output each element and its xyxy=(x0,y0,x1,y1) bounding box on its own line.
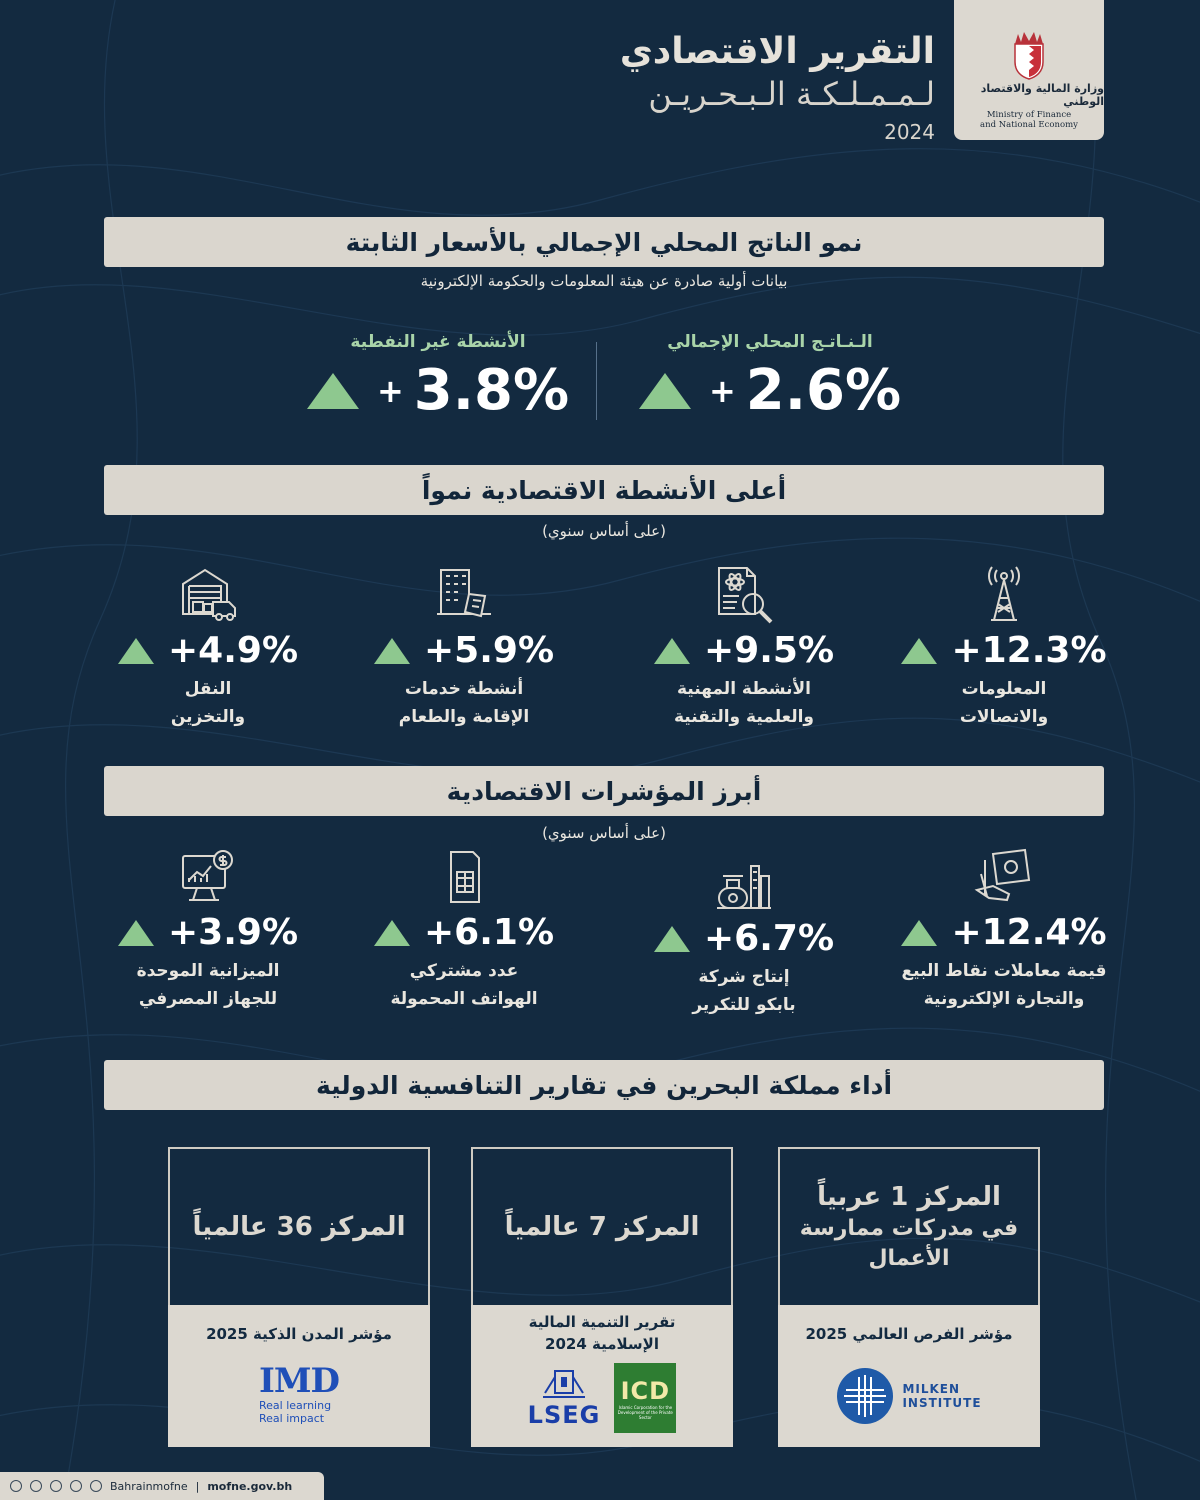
up-arrow-icon xyxy=(118,920,154,946)
activity-item-accommodation xyxy=(334,564,594,731)
indicator-label-line2: بابكو للتكرير xyxy=(692,995,796,1015)
competitiveness-card-icd xyxy=(471,1147,733,1447)
activity-item-transport xyxy=(78,564,338,731)
indicator-label-line1: قيمة معاملات نقاط البيع xyxy=(901,961,1107,981)
non-oil-label: الأنشطة غير النفطية xyxy=(350,332,526,352)
activity-label-line1: المعلومات xyxy=(961,679,1047,699)
activity-label-line2: الإقامة والطعام xyxy=(398,707,530,727)
indicators-section-heading: أبرز المؤشرات الاقتصادية xyxy=(104,766,1104,816)
instagram-icon[interactable] xyxy=(10,1480,22,1492)
activity-value-row xyxy=(118,630,298,671)
milken-emblem-icon xyxy=(836,1367,894,1425)
icd-subtitle: Islamic Corporation for the Development of the Private Sector xyxy=(617,1404,673,1420)
indicator-label xyxy=(78,957,338,1013)
research-icon xyxy=(713,564,775,626)
x-icon[interactable] xyxy=(30,1480,42,1492)
ministry-name-arabic: وزارة المالية والاقتصاد الوطني xyxy=(980,82,1104,108)
activity-label-line2: والعلمية والتقنية xyxy=(673,707,815,727)
indicator-label-line2: والتجارة الإلكترونية xyxy=(923,989,1085,1009)
partner-logos xyxy=(528,1363,677,1433)
indicator-value-row xyxy=(654,918,834,959)
payment-icon xyxy=(973,846,1035,908)
activities-note: (على أساس سنوي) xyxy=(542,522,666,540)
non-oil-value-row xyxy=(278,358,598,423)
report-year: 2024 xyxy=(884,120,935,144)
icd-text: ICD xyxy=(620,1376,671,1405)
gdp-value: 2.6% xyxy=(745,358,902,423)
activity-label-line1: النقل xyxy=(184,679,232,699)
activity-value-row xyxy=(374,630,554,671)
activity-value-row xyxy=(654,630,834,671)
report-subtitle: لـمـمـلـكـة الـبـحـريـن xyxy=(648,75,935,113)
gdp-label: الـنـاتـج المحلي الإجمالي xyxy=(667,332,873,352)
footer-separator: | xyxy=(195,1479,200,1493)
lseg-logo xyxy=(528,1367,601,1429)
indicator-item-mobile xyxy=(334,846,594,1013)
indicator-label xyxy=(874,957,1134,1013)
milken-name-line1: MILKEN xyxy=(902,1382,961,1396)
sim-card-icon xyxy=(433,846,495,908)
up-arrow-icon xyxy=(118,638,154,664)
non-oil-value: 3.8% xyxy=(413,358,570,423)
banking-chart-icon xyxy=(177,846,239,908)
activity-value-row xyxy=(901,630,1106,671)
activity-label-line2: والاتصالات xyxy=(959,707,1049,727)
activity-label xyxy=(334,675,594,731)
activity-value: +9.5% xyxy=(704,630,835,671)
plus-sign: + xyxy=(708,371,736,410)
gdp-section-heading: نمو الناتج المحلي الإجمالي بالأسعار الثابتة xyxy=(104,217,1104,267)
competitiveness-card-imd xyxy=(168,1147,430,1447)
indicator-value: +6.1% xyxy=(424,912,555,953)
youtube-icon[interactable] xyxy=(50,1480,62,1492)
activities-section-heading: أعلى الأنشطة الاقتصادية نمواً xyxy=(104,465,1104,515)
bahrain-emblem-icon xyxy=(1012,30,1046,80)
activity-label-line1: أنشطة خدمات xyxy=(404,679,524,699)
hotel-icon xyxy=(433,564,495,626)
imd-tagline-1: Real learning xyxy=(258,1399,332,1412)
gdp-value-row xyxy=(610,358,930,423)
activity-label xyxy=(614,675,874,731)
report-title-block xyxy=(575,30,935,144)
card-rank: المركز 1 عربياً xyxy=(817,1182,1001,1212)
website-link[interactable]: mofne.gov.bh xyxy=(207,1479,293,1493)
activity-label xyxy=(78,675,338,731)
activity-value: +12.3% xyxy=(951,630,1107,671)
gdp-stat xyxy=(610,332,930,423)
activity-value: +5.9% xyxy=(424,630,555,671)
social-handle[interactable]: Bahrainmofne xyxy=(110,1479,188,1493)
up-arrow-icon xyxy=(654,926,690,952)
up-arrow-icon xyxy=(374,920,410,946)
indicator-value: +6.7% xyxy=(704,918,835,959)
card-source-area xyxy=(471,1305,733,1447)
indicator-item-banking xyxy=(78,846,338,1013)
indicator-value-row xyxy=(118,912,298,953)
icd-logo xyxy=(614,1363,676,1433)
up-arrow-icon xyxy=(901,638,937,664)
ministry-name-english xyxy=(980,110,1078,130)
competitiveness-section-heading: أداء مملكة البحرين في تقارير التنافسية الدولية xyxy=(104,1060,1104,1110)
up-arrow-icon xyxy=(654,638,690,664)
indicator-label xyxy=(614,963,874,1019)
indicators-note: (على أساس سنوي) xyxy=(542,824,666,842)
indicator-value-row xyxy=(374,912,554,953)
card-rank: المركز 7 عالمياً xyxy=(504,1212,700,1242)
card-rank-area xyxy=(473,1149,731,1305)
linkedin-icon[interactable] xyxy=(90,1480,102,1492)
ministry-name-english-line2: and National Economy xyxy=(980,120,1078,130)
card-rank-detail: في مدركات ممارسة الأعمال xyxy=(799,1216,1019,1271)
card-source-line1: تقرير التنمية المالية xyxy=(528,1313,676,1331)
non-oil-stat xyxy=(278,332,598,423)
lseg-text: LSEG xyxy=(527,1401,601,1429)
milken-name xyxy=(902,1382,981,1410)
card-source xyxy=(529,1311,676,1355)
competitiveness-card-milken xyxy=(778,1147,1040,1447)
plus-sign: + xyxy=(376,371,404,410)
refinery-icon xyxy=(713,852,775,914)
up-arrow-icon xyxy=(639,373,691,409)
milken-name-line2: INSTITUTE xyxy=(902,1396,982,1410)
up-arrow-icon xyxy=(374,638,410,664)
indicator-item-bapco xyxy=(614,852,874,1019)
card-rank-area xyxy=(780,1149,1038,1305)
activity-value: +4.9% xyxy=(168,630,299,671)
indicator-value: +3.9% xyxy=(168,912,299,953)
indicator-value-row xyxy=(901,912,1106,953)
indicator-item-pos xyxy=(874,846,1134,1013)
card-source: مؤشر المدن الذكية 2025 xyxy=(206,1325,392,1343)
card-source-line2: الإسلامية 2024 xyxy=(545,1335,659,1353)
activity-label-line1: الأنشطة المهنية xyxy=(677,679,811,699)
activity-item-ict xyxy=(874,564,1134,731)
report-title: التقرير الاقتصادي xyxy=(619,31,935,72)
ministry-name-english-line1: Ministry of Finance xyxy=(986,110,1072,120)
milken-logo xyxy=(836,1367,981,1425)
warehouse-truck-icon xyxy=(177,564,239,626)
indicator-value: +12.4% xyxy=(951,912,1107,953)
up-arrow-icon xyxy=(307,373,359,409)
indicator-label-line1: الميزانية الموحدة xyxy=(136,961,280,981)
lseg-crest-icon xyxy=(537,1367,591,1401)
gdp-data-note: بيانات أولية صادرة عن هيئة المعلومات والحكومة الإلكترونية xyxy=(420,272,788,290)
card-rank: المركز 36 عالمياً xyxy=(192,1212,406,1242)
imd-tagline-2: Real impact xyxy=(258,1412,325,1425)
indicator-label-line2: للجهاز المصرفي xyxy=(138,989,278,1009)
indicator-label-line1: إنتاج شركة xyxy=(698,967,790,987)
footer-bar xyxy=(0,1472,324,1500)
imd-wordmark: IMD xyxy=(258,1361,340,1401)
card-source-area xyxy=(168,1305,430,1447)
up-arrow-icon xyxy=(901,920,937,946)
facebook-icon[interactable] xyxy=(70,1480,82,1492)
indicator-label xyxy=(334,957,594,1013)
activity-item-professional xyxy=(614,564,874,731)
activity-label-line2: والتخزين xyxy=(170,707,246,727)
imd-logo xyxy=(259,1363,339,1425)
ministry-logo-card xyxy=(954,0,1104,140)
indicator-label-line1: عدد مشتركي xyxy=(409,961,519,981)
activity-label xyxy=(874,675,1134,731)
card-source-area xyxy=(778,1305,1040,1447)
card-source: مؤشر الفرص العالمي 2025 xyxy=(805,1325,1013,1343)
card-rank-area xyxy=(170,1149,428,1305)
tower-icon xyxy=(973,564,1035,626)
indicator-label-line2: الهواتف المحمولة xyxy=(390,989,538,1009)
